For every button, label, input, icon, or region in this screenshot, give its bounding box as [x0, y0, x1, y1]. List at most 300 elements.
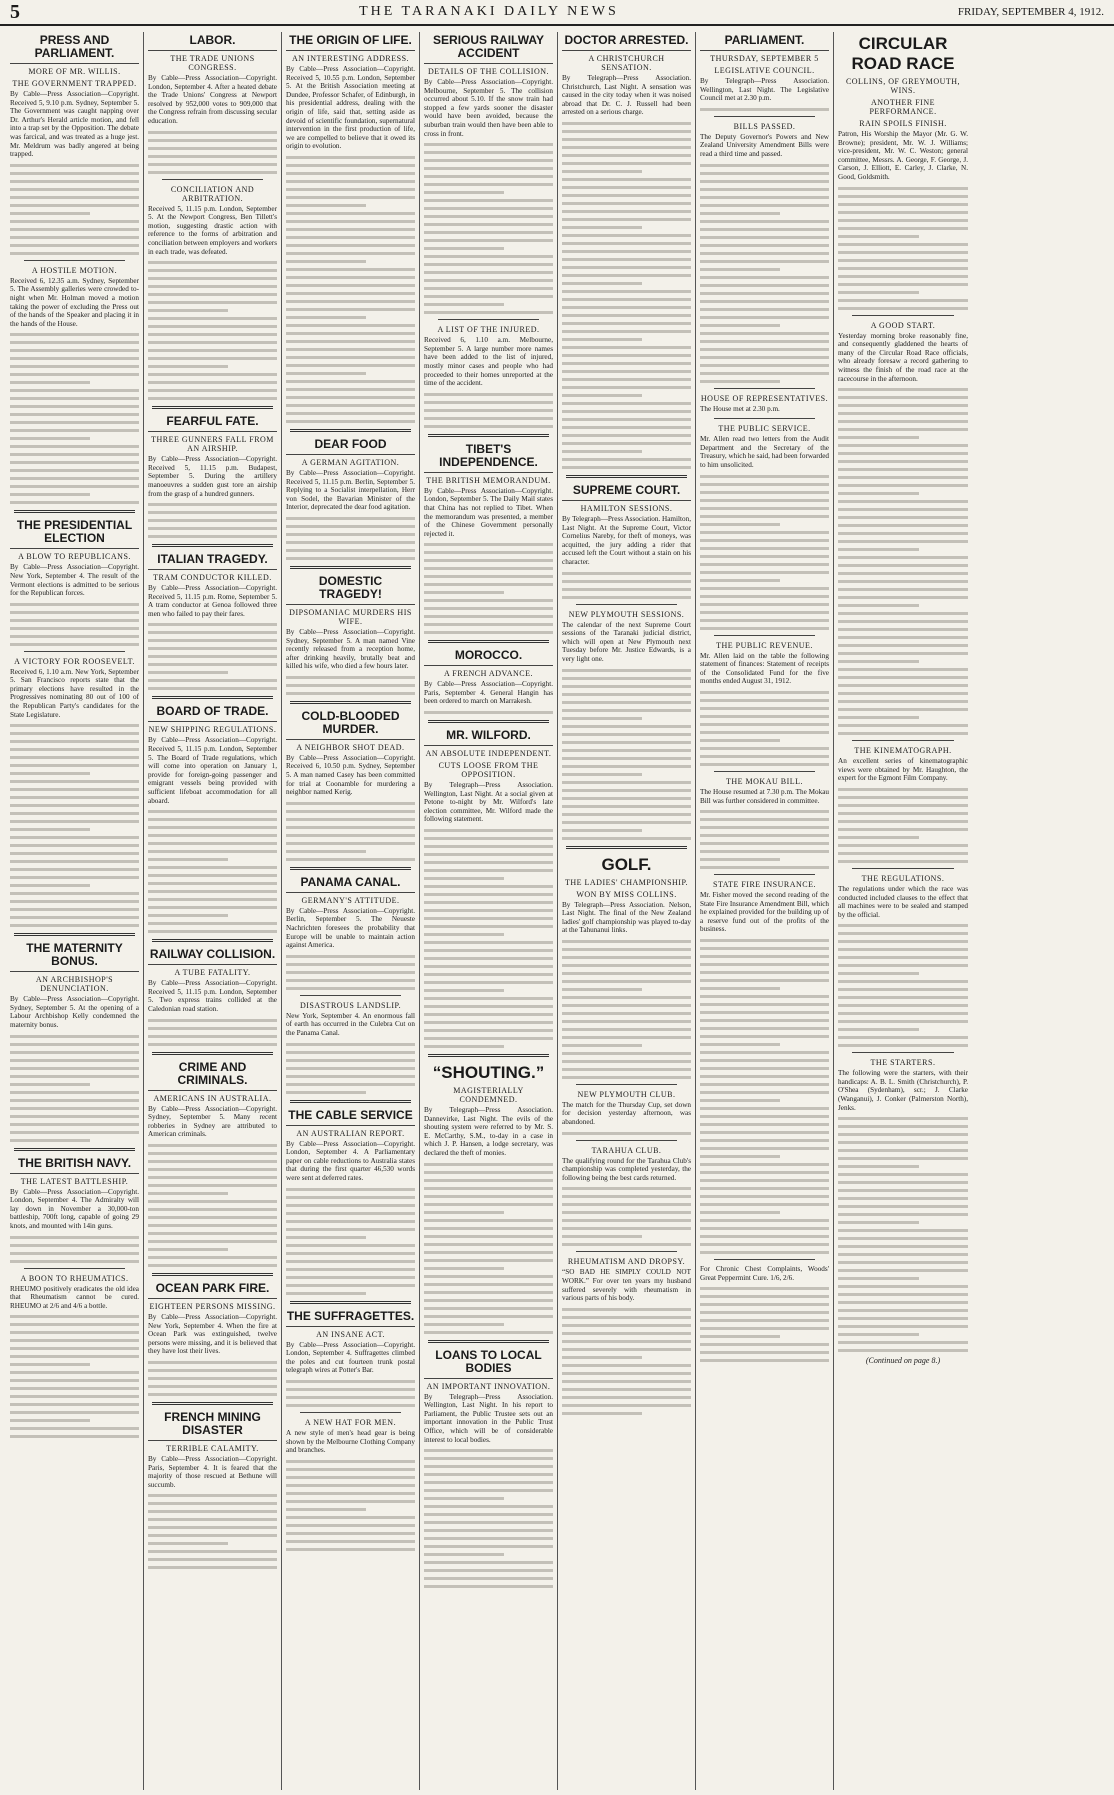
article-subheading: NEW PLYMOUTH CLUB.	[577, 1089, 676, 1099]
article-text-lines	[286, 802, 415, 861]
article-text-lines	[700, 164, 829, 383]
section-divider	[152, 544, 273, 547]
article-headline: TIBET'S INDEPENDENCE.	[424, 443, 553, 473]
article-subheading: THE BRITISH MEMORANDUM.	[426, 475, 551, 485]
section-divider	[152, 939, 273, 942]
article-subheading: THE KINEMATOGRAPH.	[854, 746, 952, 756]
article-text-lines	[838, 924, 968, 1047]
article	[562, 1084, 691, 1135]
article	[562, 604, 691, 840]
article-subheading: AN INTERESTING ADDRESS.	[291, 54, 410, 63]
article-body: By Cable—Press Association—Copyright. New York, September 4. When the fire at Ocean Park was extinguished, twelve persons were missing, and it is believed that they have lost their lives.	[148, 1312, 277, 1356]
section-divider	[290, 867, 411, 870]
article	[562, 846, 691, 1079]
article-subheading: ANOTHER FINE PERFORMANCE.	[869, 98, 937, 116]
article-text-lines	[700, 939, 829, 1254]
article-text-lines	[10, 1236, 139, 1263]
article-subheading: MORE OF MR. WILLIS.	[28, 67, 121, 76]
article	[424, 720, 553, 1048]
section-divider	[428, 434, 549, 437]
article-text-lines	[700, 475, 829, 630]
sub-divider	[24, 1268, 125, 1269]
article	[562, 475, 691, 599]
article-body: The match for the Thursday Cup, set down for decision yesterday afternoon, was abandoned.	[562, 1100, 691, 1127]
article-body: Received 6, 1.10 a.m. Melbourne, September 5. A large number more names have been added to the list of injured, mostly minor cases and people who had proceeded to their homes unreported at the time of the accident.	[424, 336, 553, 388]
article	[286, 429, 415, 560]
article-text-lines	[10, 1035, 139, 1142]
article	[148, 696, 277, 933]
article-body: Yesterday morning broke reasonably fine, and consequently gladdened the hearts of many of the Circular Road Race officials, who already foresaw a record gathering to witness the finish of the road race at the racecourse in the afternoon.	[838, 331, 968, 383]
article-text-lines	[286, 955, 415, 990]
article-text-lines	[424, 143, 553, 314]
article-subheading: NEW PLYMOUTH SESSIONS.	[568, 609, 685, 619]
article-subheading: HOUSE OF REPRESENTATIVES.	[700, 393, 829, 403]
article-subheading: AN AUSTRALIAN REPORT.	[296, 1128, 405, 1138]
article	[10, 510, 139, 645]
article	[700, 418, 829, 629]
article-body: By Cable—Press Association—Copyright. New York, September 4. The result of the Vermont elections is admitted to be serious for the Republican forces.	[10, 563, 139, 598]
article-subheading: CUTS LOOSE FROM THE OPPOSITION.	[438, 761, 539, 780]
article-subheading: HAMILTON SESSIONS.	[580, 503, 673, 513]
article-subheading: LEGISLATIVE COUNCIL.	[714, 66, 815, 75]
sub-divider	[576, 604, 677, 605]
article	[424, 1340, 553, 1589]
section-divider	[152, 1273, 273, 1276]
article-headline: THE ORIGIN OF LIFE.	[286, 34, 415, 51]
article-text-lines	[148, 1494, 277, 1569]
article	[148, 544, 277, 690]
article-body: Received 6, 12.35 a.m. Sydney, September 5. The Assembly galleries were crowded to-night when Mr. Holman moved a motion taking the power of excluding the Press out of the hands of the Speaker and placing it in the hands of the House.	[10, 276, 139, 328]
article-subheading: DIPSOMANIAC MURDERS HIS WIFE.	[289, 607, 412, 626]
sub-divider	[714, 874, 815, 875]
article-body: By Cable—Press Association—Copyright. Received 6, 10.50 p.m. Sydney, September 5. A man named Casey has been committed for trial at Coonamble for murdering a neighbor named Kerig.	[286, 753, 415, 797]
column-2	[144, 32, 282, 1790]
article	[700, 771, 829, 869]
article-body: By Cable—Press Association—Copyright. Received 5, 11.15 p.m. London, September 5. Two express trains collided at the Caledonian road station.	[148, 979, 277, 1013]
article	[424, 1054, 553, 1334]
article	[562, 1140, 691, 1247]
column-4	[420, 32, 558, 1790]
article-text-lines	[148, 1361, 277, 1396]
article-headline: CIRCULAR ROAD RACE	[851, 34, 955, 73]
article-subheading: A GOOD START.	[870, 320, 936, 330]
article-body: By Cable—Press Association—Copyright. Paris, September 4. General Hangin has been ordered to march on Marrakesh.	[424, 680, 553, 706]
article-body: By Telegraph—Press Association. Wellington, Last Night. The Legislative Council met at 2.30 p.m.	[700, 77, 829, 103]
article-text-lines	[148, 1144, 277, 1267]
article-headline: DOCTOR ARRESTED.	[562, 34, 691, 51]
newspaper-title: THE TARANAKI DAILY NEWS	[359, 4, 619, 19]
article-headline: THE MATERNITY BONUS.	[10, 942, 139, 972]
article	[700, 116, 829, 383]
article	[10, 34, 139, 255]
article	[148, 406, 277, 538]
newspaper-columns	[6, 32, 1110, 1790]
article-subheading: THE PUBLIC REVENUE.	[716, 640, 813, 650]
article-text-lines	[10, 333, 139, 504]
article-body: New York, September 4. An enormous fall of earth has occurred in the Culebra Cut on the Panama Canal.	[286, 1011, 415, 1037]
section-divider	[152, 1052, 273, 1055]
column-7	[834, 32, 972, 1790]
article-text-lines	[10, 1315, 139, 1438]
article-text-lines	[424, 393, 553, 428]
article	[424, 640, 553, 714]
article-body: The House resumed at 7.30 p.m. The Mokau Bill was further considered in committee.	[700, 787, 829, 805]
article-headline: ITALIAN TRAGEDY.	[148, 553, 277, 570]
article	[838, 740, 968, 863]
article-body: RHEUMO positively eradicates the old idea that Rheumatism cannot be cured. RHEUMO at 2/6 and 4/6 a bottle.	[10, 1284, 139, 1310]
article-text-lines	[10, 164, 139, 255]
article-body: By Cable—Press Association—Copyright. Received 5, 11.15 p.m. Berlin, September 5. Replying to a Socialist interpellation, Herr von Sodel, the Bavarian Minister of the Interior, deprecated the dear food agitation.	[286, 468, 415, 512]
sub-divider	[852, 740, 954, 741]
sub-divider	[24, 260, 125, 261]
article-subheading: THE LATEST BATTLESHIP.	[20, 1176, 129, 1186]
article-text-lines	[286, 676, 415, 695]
article-headline: RAILWAY COLLISION.	[148, 948, 277, 965]
column-1	[6, 32, 144, 1790]
article-body: By Cable—Press Association—Copyright. Received 5, 11.15 p.m. Budapest, September 5. During the artillery manoeuvres a sudden gust tore an airship from the grasp of a hundred gunners.	[148, 455, 277, 498]
article-headline: LOANS TO LOCAL BODIES	[424, 1349, 553, 1379]
article-body: By Cable—Press Association—Copyright. Received 5, 11.15 p.m. Rome, September 5. A tram conductor at Genoa followed three men who failed to pay their fares.	[148, 584, 277, 618]
article-subheading: THE LADIES' CHAMPIONSHIP.	[564, 877, 689, 887]
column-3	[282, 32, 420, 1790]
article-subheading: A BLOW TO REPUBLICANS.	[18, 552, 131, 562]
section-divider	[428, 640, 549, 643]
article-subheading: STATE FIRE INSURANCE.	[713, 880, 816, 890]
column-6	[696, 32, 834, 1790]
article-headline: FRENCH MINING DISASTER	[148, 1411, 277, 1441]
article-body: The Deputy Governor's Powers and New Zealand University Amendment Bills were read a third time and passed.	[700, 132, 829, 158]
article-text-lines	[286, 1380, 415, 1407]
article-text-lines	[700, 1287, 829, 1362]
article	[286, 701, 415, 861]
article	[838, 34, 968, 310]
section-divider	[14, 1148, 135, 1151]
article	[10, 260, 139, 505]
article-subheading: A VICTORY FOR ROOSEVELT.	[14, 656, 135, 666]
article-text-lines	[700, 691, 829, 766]
section-divider	[290, 701, 411, 704]
article	[148, 34, 277, 174]
article-text-lines	[148, 261, 277, 400]
sub-divider	[24, 651, 125, 652]
article-body: By Cable—Press Association—Copyright. Sydney, September 5. A man named Vine recently released from a reception home, after drinking heavily, brutally beat and killed his wife, who died a few hours later.	[286, 627, 415, 671]
article	[700, 388, 829, 414]
article-subheading: TRAM CONDUCTOR KILLED.	[153, 573, 272, 583]
article-subheading: A BOON TO RHEUMATICS.	[20, 1273, 129, 1283]
article-text-lines	[562, 1187, 691, 1246]
article-subheading: EIGHTEEN PERSONS MISSING.	[149, 1301, 276, 1311]
article-body: A new style of men's head gear is being shown by the Melbourne Clothing Company and branches.	[286, 1428, 415, 1455]
sub-divider	[714, 1259, 815, 1260]
article-headline: THE BRITISH NAVY.	[10, 1157, 139, 1174]
article	[148, 179, 277, 401]
article-body: The following were the starters, with their handicaps: A. B. L. Smith (Christchurch), P. O'Shea (Sydenham), scr.; J. Clarke (Wanganui), J. Conker (Palmerston North), Jenks.	[838, 1069, 968, 1112]
article-text-lines	[424, 1163, 553, 1334]
article-text-lines	[562, 1308, 691, 1415]
article-body: The qualifying round for the Tarahua Club's championship was completed yesterday, the following being the best cards returned.	[562, 1156, 691, 1182]
article-text-lines	[148, 131, 277, 174]
article-subheading: AN INSANE ACT.	[316, 1329, 385, 1339]
article-text-lines	[148, 810, 277, 933]
sub-divider	[576, 1251, 677, 1252]
article-text-lines	[838, 187, 968, 310]
article	[424, 34, 553, 314]
section-divider	[566, 846, 687, 849]
section-divider	[428, 1054, 549, 1057]
article-subheading: THE PUBLIC SERVICE.	[718, 424, 811, 434]
article-subheading: DISASTROUS LANDSLIP.	[299, 1000, 402, 1010]
article	[700, 874, 829, 1254]
article	[286, 867, 415, 990]
article-body: By Cable—Press Association—Copyright. Received 5, 11.15 p.m. London, September 5. The Board of Trade regulations, which will come into operation on January 1, provide for foreign-going passenger and emigrant vessels being provided with sufficient lifeboat accommodation for all aboard.	[148, 736, 277, 805]
article-body: By Cable—Press Association—Copyright. London, September 4. The Admiralty will lay down in November a 30,000-ton battleship, 700ft long, capable of going 29 knots, and mounted with 14in guns.	[10, 1187, 139, 1230]
article-text-lines	[286, 1188, 415, 1295]
article-body: The calendar of the next Supreme Court sessions of the Taranaki judicial district, which will open at New Plymouth next Tuesday before Mr. Justice Edwards, is a very light one.	[562, 620, 691, 663]
section-divider	[428, 720, 549, 723]
article-subheading: THE MOKAU BILL.	[725, 776, 804, 786]
article	[10, 933, 139, 1141]
article-subheading: NEW SHIPPING REGULATIONS.	[148, 725, 277, 735]
article-subheading: COLLINS, OF GREYMOUTH, WINS.	[845, 77, 961, 95]
article-subheading: AN IMPORTANT INNOVATION.	[426, 1381, 551, 1391]
article-headline: MR. WILFORD.	[424, 729, 553, 746]
article-body: The House met at 2.30 p.m.	[700, 404, 780, 413]
article-subheading: AMERICANS IN AUSTRALIA.	[153, 1093, 272, 1103]
article-subheading: A HOSTILE MOTION.	[31, 265, 118, 275]
article-body: “SO BAD HE SIMPLY COULD NOT WORK.” For over ten years my husband suffered severely with rheumatism in various parts of his body.	[562, 1268, 691, 1303]
article-subheading: DETAILS OF THE COLLISION.	[427, 67, 550, 76]
article	[838, 1052, 968, 1352]
article-subheading: THE STARTERS.	[870, 1058, 936, 1068]
section-divider	[152, 1402, 273, 1405]
article	[700, 1259, 829, 1362]
sub-divider	[300, 995, 401, 996]
article-subheading: GERMANY'S ATTITUDE.	[301, 895, 400, 905]
article-headline: SERIOUS RAILWAY ACCIDENT	[424, 34, 553, 64]
article-text-lines	[562, 1132, 691, 1135]
section-divider	[290, 1100, 411, 1103]
article-subheading: BILLS PASSED.	[733, 121, 796, 131]
article-subheading: A NEIGHBOR SHOT DEAD.	[296, 742, 405, 752]
article-text-lines	[838, 1117, 968, 1352]
article-text-lines	[148, 1019, 277, 1046]
sub-divider	[714, 635, 815, 636]
article-subheading: A GERMAN AGITATION.	[301, 457, 400, 467]
sub-divider	[714, 771, 815, 772]
article-body: By Cable—Press Association—Copyright. Melbourne, September 5. The collision occurred about 5.10. If the snow train had stopped a few yards sooner the disaster would have been avoided, because the suburban train would then have been able to cross in front.	[424, 78, 553, 138]
article-body: By Telegraph—Press Association. Wellington, Last Night. At a social given at Petone to-night by Mr. Wilford's late election committee, Mr. Wilford made the following statement.	[424, 781, 553, 824]
article-text-lines	[838, 788, 968, 863]
article-headline: SUPREME COURT.	[562, 484, 691, 501]
article-subheading: THE TRADE UNIONS CONGRESS.	[170, 54, 255, 72]
article	[10, 651, 139, 928]
article-headline: CRIME AND CRIMINALS.	[148, 1061, 277, 1091]
article-headline: THE SUFFRAGETTES.	[286, 1310, 415, 1327]
column-5	[558, 32, 696, 1790]
article-body: Received 6, 1.10 a.m. New York, September 5. San Francisco reports state that the primary elections have resulted in the Progressives nominating 80 out of 100 of the Republican Party's candidates for the State Legislature.	[10, 667, 139, 719]
article-text-lines	[700, 108, 829, 111]
article-text-lines	[10, 724, 139, 927]
article-body: By Telegraph—Press Association. Wellington, Last Night. In his report to Parliament, the Public Trustee sets out an important innovation in the Public Trust Office, which will be of considerable interest to local bodies.	[424, 1392, 553, 1444]
issue-date: FRIDAY, SEPTEMBER 4, 1912.	[957, 6, 1104, 18]
section-divider	[290, 566, 411, 569]
sub-divider	[162, 179, 263, 180]
section-divider	[428, 1340, 549, 1343]
article-body: By Telegraph—Press Association. Christchurch, Last Night. A sensation was caused in the city today when it was noised abroad that Dr. C. J. Russell had been arrested on a serious charge.	[562, 74, 691, 117]
article-headline: COLD-BLOODED MURDER.	[286, 710, 415, 740]
article-headline: LABOR.	[148, 34, 277, 51]
article-text-lines	[286, 156, 415, 423]
article-text-lines	[562, 122, 691, 469]
article-body: Patron, His Worship the Mayor (Mr. G. W. Browne); president, Mr. W. J. Williams; vice-president, Mr. W. C. Weston; general committee, Messrs. A. George, F. George, J. Carson, J. Elliott, E. Carley, J. Clarke, N. Good, Goldsmith.	[838, 130, 968, 181]
article-subheading: A CHRISTCHURCH SENSATION.	[588, 54, 665, 72]
article	[148, 1402, 277, 1569]
article-subheading: A TUBE FATALITY.	[174, 968, 251, 978]
article-subheading: A LIST OF THE INJURED.	[437, 325, 540, 335]
article-text-lines	[562, 572, 691, 599]
article-text-lines	[424, 711, 553, 714]
article	[286, 995, 415, 1094]
sub-divider	[852, 868, 954, 869]
article-text-lines	[562, 669, 691, 840]
article-body: By Cable—Press Association—Copyright. London, September 4. Suffragettes climbed the poles and cut fourteen trunk postal telegraph wires at Potter's Bar.	[286, 1340, 415, 1375]
article-body: By Cable—Press Association—Copyright. London, September 4. After a heated debate the Trade Unions' Congress at Newport resolved by 952,000 votes to 909,000 that the Congress refrain from discussing secular education.	[148, 74, 277, 125]
article-text-lines	[286, 517, 415, 560]
article-text-lines	[424, 543, 553, 634]
article	[148, 1052, 277, 1267]
article-subheading: TARAHUA CLUB.	[591, 1145, 662, 1155]
article	[424, 434, 553, 635]
sub-divider	[852, 315, 954, 316]
article-headline: THE PRESIDENTIAL ELECTION	[10, 519, 139, 549]
article-subheading: RAIN SPOILS FINISH.	[859, 119, 947, 128]
article-headline: DOMESTIC TRAGEDY!	[286, 575, 415, 605]
article-subheading: CONCILIATION AND ARBITRATION.	[170, 184, 255, 203]
sub-divider	[576, 1140, 677, 1141]
article-headline: “SHOUTING.”	[432, 1063, 545, 1083]
sub-divider	[300, 1412, 401, 1413]
article-headline: OCEAN PARK FIRE.	[148, 1282, 277, 1299]
article-body: Mr. Allen laid on the table the following statement of finances: Statement of receipts of the Consolidated Fund for the five months ended August 31, 1912.	[700, 651, 829, 686]
article-text-lines	[424, 829, 553, 1048]
article	[424, 319, 553, 428]
article-subheading: A NEW HAT FOR MEN.	[304, 1417, 397, 1427]
article-text-lines	[10, 603, 139, 646]
article	[286, 34, 415, 423]
article	[10, 1268, 139, 1439]
article-text-lines	[700, 810, 829, 869]
article-text-lines	[424, 1449, 553, 1588]
section-divider	[152, 406, 273, 409]
article	[286, 1412, 415, 1551]
article-body: An excellent series of kinematographic views were obtained by Mr. Haughton, the expert for the Egmont Film Company.	[838, 757, 968, 783]
article-body: By Telegraph—Press Association. Dannevirke, Last Night. The evils of the shouting system were referred to by Mr. S. E. McCarthy, S.M., to-day in a case in which J. P. Hansen, a lodge secretary, was declared the theft of monies.	[424, 1106, 553, 1157]
article-headline: PANAMA CANAL.	[286, 876, 415, 893]
article-headline: PRESS AND PARLIAMENT.	[10, 34, 139, 64]
sub-divider	[852, 1052, 954, 1053]
article-subheading: THURSDAY, SEPTEMBER 5	[710, 54, 819, 63]
article-subheading: THREE GUNNERS FALL FROM AN AIRSHIP.	[151, 435, 274, 454]
article	[148, 939, 277, 1045]
article-subheading: MAGISTERIALLY CONDEMNED.	[453, 1086, 524, 1105]
section-divider	[14, 510, 135, 513]
sub-divider	[714, 388, 815, 389]
article	[562, 1251, 691, 1414]
article-headline: BOARD OF TRADE.	[148, 705, 277, 722]
section-divider	[152, 696, 273, 699]
article-body: By Cable—Press Association—Copyright. Sydney, September 5. At the opening of a Labour Archbishop Kelly condemned the maternity bonus.	[10, 995, 139, 1030]
article	[286, 1100, 415, 1295]
article-text-lines	[286, 1460, 415, 1551]
section-divider	[290, 429, 411, 432]
sub-divider	[714, 116, 815, 117]
article-body: Mr. Allen read two letters from the Audit Department and the Secretary of the Treasury, which he said, had been forwarded to him unsolicited.	[700, 435, 829, 469]
article-subheading: WON BY MISS COLLINS.	[576, 889, 677, 899]
article-subheading: AN ABSOLUTE INDEPENDENT.	[425, 749, 552, 759]
article	[10, 1148, 139, 1263]
article-subheading: AN ARCHBISHOP'S DENUNCIATION.	[35, 975, 114, 994]
article-body: By Cable—Press Association—Copyright. Berlin, September 5. The Neueste Nachrichten foresees the probability that Europe will be unable to maintain action against America.	[286, 906, 415, 950]
article	[562, 34, 691, 469]
page-number: 5	[10, 0, 20, 23]
article-subheading: TERRIBLE CALAMITY.	[166, 1443, 259, 1453]
article-body: By Cable—Press Association—Copyright. Received 5, 9.10 p.m. Sydney, September 5. The Government was caught napping over Dr. Arthur's Herald article motion, and fell into a trap set by the Opposition. The debate was farcical, and was treated as a huge jest. Mr. Meldrum was badly angered at being trapped.	[10, 90, 139, 159]
article-headline: DEAR FOOD	[286, 438, 415, 455]
article-text-lines	[286, 1043, 415, 1094]
article-body: By Telegraph—Press Association. Hamilton, Last Night. At the Supreme Court, Victor Cornelius Nareby, for theft of moneys, was acquitted, the jury adding a rider that accused left the Court without a stain on his character.	[562, 514, 691, 566]
sub-divider	[438, 319, 539, 320]
article	[286, 566, 415, 695]
masthead	[0, 0, 1114, 26]
sub-divider	[576, 1084, 677, 1085]
article-body: Mr. Fisher moved the second reading of the State Fire Insurance Amendment Bill, which he explained provided for the building up of a reserve fund out of the profits of the business.	[700, 891, 829, 934]
article-text-lines	[562, 940, 691, 1079]
article-body: The regulations under which the race was conducted included clauses to the effect that all machines were to be sealed and stamped by the official.	[838, 884, 968, 919]
article-text-lines	[148, 503, 277, 538]
article-text-lines	[838, 388, 968, 735]
section-divider	[566, 475, 687, 478]
article-subheading: THE REGULATIONS.	[861, 873, 945, 883]
article	[700, 635, 829, 766]
article-headline: GOLF.	[601, 854, 652, 874]
article-headline: THE CABLE SERVICE	[286, 1109, 415, 1126]
article-subheading: A FRENCH ADVANCE.	[443, 669, 534, 679]
article-body: By Cable—Press Association—Copyright. London, September 4. A Parliamentary paper on cable reductions to Australia states that during the first quarter 46,530 words were sent at deferred rates.	[286, 1139, 415, 1182]
article-headline: PARLIAMENT.	[700, 34, 829, 51]
article	[838, 315, 968, 736]
section-divider	[290, 1301, 411, 1304]
sub-divider	[714, 418, 815, 419]
article	[148, 1273, 277, 1396]
article	[286, 1301, 415, 1407]
section-divider	[14, 933, 135, 936]
article-headline: MOROCCO.	[424, 649, 553, 666]
article-body: By Cable—Press Association—Copyright. Sydney, September 5. Many recent robberies in Sydney are attributed to American criminals.	[148, 1104, 277, 1139]
continued-note: (Continued on page 8.)	[865, 1356, 941, 1366]
article	[700, 34, 829, 111]
article-subheading: THE GOVERNMENT TRAPPED.	[12, 79, 137, 88]
article-body: By Cable—Press Association—Copyright. Paris, September 4. It is feared that the majority of those rescued at Bethune will succumb.	[148, 1454, 277, 1489]
article-headline: FEARFUL FATE.	[148, 415, 277, 432]
article-text-lines	[148, 623, 277, 690]
article-body: For Chronic Chest Complaints, Woods' Great Peppermint Cure. 1/6, 2/6.	[700, 1265, 829, 1282]
article-body: By Telegraph—Press Association. Nelson, Last Night. The final of the New Zealand ladies' golf championship was played to-day at the Tahunanui links.	[562, 900, 691, 935]
article-subheading: RHEUMATISM AND DROPSY.	[567, 1257, 686, 1267]
article-body: By Cable—Press Association—Copyright. London, September 5. The Daily Mail states that China has not replied to Tibet. When the memorandum was presented, a member of the Chinese Government personally rejected it.	[424, 486, 553, 538]
article	[838, 868, 968, 1047]
article-body: Received 5, 11.15 p.m. London, September 5. At the Newport Congress, Ben Tillett's motion, suggesting drastic action with reference to the forms of arbitration and conciliation between employers and workers in each trade, was defeated.	[148, 204, 277, 256]
article-body: By Cable—Press Association—Copyright. Received 5, 10.55 p.m. London, September 5. At the British Association meeting at Dundee, Professor Schafer, of Edinburgh, in his presidential address, dealing with the origin of life, said that, setting aside as devoid of scientific foundation, supernatural intervention in the first production of life, we are compelled to believe that it owed its origin to evolution.	[286, 65, 415, 151]
